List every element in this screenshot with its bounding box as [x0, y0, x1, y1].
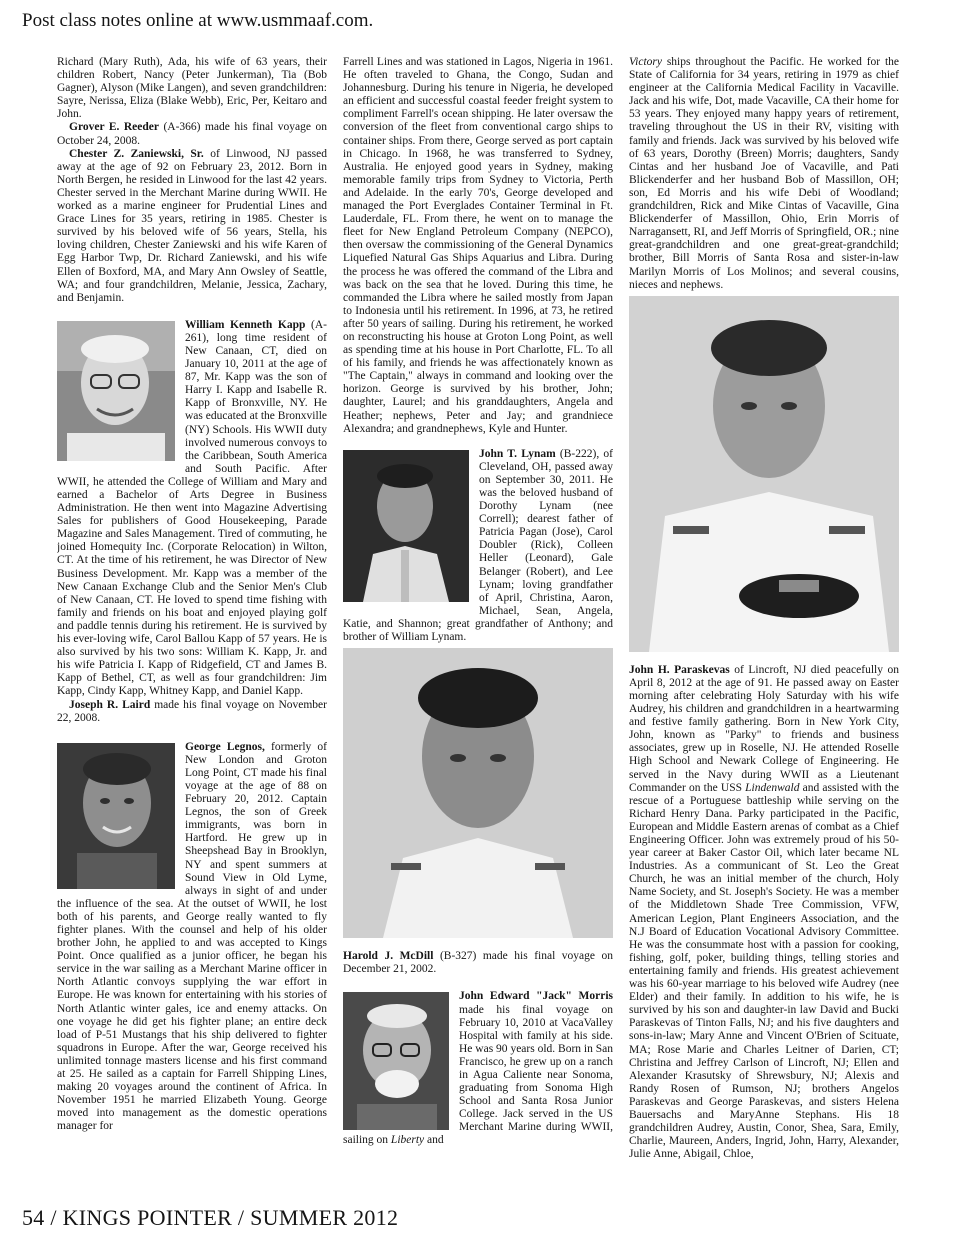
page-footer: 54 / KINGS POINTER / SUMMER 2012 [22, 1205, 399, 1230]
obituary-name: John T. Lynam [479, 447, 556, 460]
obituary-name: Chester Z. Zaniewski, Sr. [69, 147, 204, 160]
obituary-name: William Kenneth Kapp [185, 318, 306, 331]
obituary-text: and [424, 1134, 444, 1147]
page-header: Post class notes online at www.usmmaaf.com. [22, 10, 374, 31]
obituary-text: formerly of New London and Groton Long Point, CT made his final voyage at the age of 88 on February 20, 2012. Captain Legnos, the son of Greek immigrants, was born in Hartford. He grew up in Sheepshead Bay in Brooklyn, NY and spent summers at Sound View in Old Lyme, always in sight of and under the influence of the sea. At the outset of WWII, he lost both of his parents, and George really wanted to fly fighter planes. With the counsel and help of his older brother John, he applied to and was accepted to Kings Point. Once qualified as a junior officer, he began his service in the war sailing as a Merchant Marine officer in North Atlantic convoys supplying the war effort in Europe. He was known for entertaining with his stories of North Atlantic winter gales, ice and enemy attacks. On one voyage he did get his fighter plane; an entire deck load of P-51 Mustangs that his ship delivered to fighter squadrons in Europe. After the war, George received his unlimited tonnage masters license and his first command at 25. He sailed as a captain for Farrell Shipping Lines, making 20 voyages around the continent of Africa. In November 1951 he married Elizabeth Young. George moved into management as the domestic operations manager for [57, 740, 327, 1133]
portrait-photo-morris [343, 992, 449, 1130]
obituary-zaniewski [57, 148, 327, 305]
obituary-paraskevas [629, 664, 899, 1162]
obituary-text: made his final voyage on February 10, 2010 at VacaValley Hospital with family at his side. He was 90 years old. Born in San Francisco, he grew up on a ranch in Agua Caliente near Sonoma, graduating from Sonoma High School and Santa Rosa Junior College. Jack served in the US Merchant Marine during WWII, sailing on [343, 1003, 613, 1147]
obituary-text: of Linwood, NJ passed away at the age of 92 on February 23, 2012. Born in North Bergen, he resided in Linwood for the last 42 years. Chester served in the Merchant Marine during WWII. He worked as a marine engineer for Prudential Lines and Grace Lines for 35 years, retiring in 1985. Chester is survived by his beloved wife of 56 years, Stella, his loving children, Chester Zaniewski and his wife Karen of Egg Harbor Twp, Dr. Richard Zaniewski, and his wife Ellen of Boxford, MA, and Mary Ann Owsley of Seattle, WA; and four grandchildren, Melanie, Jessica, Zachary, and Benjamin. [57, 147, 327, 304]
legnos-continued: Farrell Lines and was stationed in Lagos, Nigeria in 1961. He often traveled to Ghana, the Congo, Sudan and Johannesburg. During his tenure in Nigeria, he developed an efficient and successful coastal feeder freight system to compliment Farrell's ocean shipping. He later oversaw the conversion of the fleet from conventional cargo ships to container ships. From there, George served as port captain in Chicago. In 1968, he was transferred to Sydney, Australia. He enjoyed good years in Sydney, making memorable family trips from Sydney to Victoria, Perth and Adelaide. In the early 70's, George developed and managed the Port Everglades Container Terminal in Ft. Lauderdale, FL. From there, he went on to manage the fleet for New England Petroleum Company (NEPCO), then oversaw the commissioning of the General Dynamics Liquefied Natural Gas Ships Aquarius and Libra. During the process he was offered the command of the Libra and was back on the sea that he loved. During this time, he commanded the Libra where he sailed mostly from Japan to Indonesia until his retirement. In 1996, at 73, he retired after 50 years of sailing. During his retirement, he worked on reconstructing his house at Groton Long Point, as well as spending time at his house in Port Charlotte, FL. To all of his family, and friends he was affectionately known as "The Captain," always in command and looking over the horizon. George is survived by his brother, John; daughter, Laurel; and his granddaughters, Angela and Heather; nephews, Peter and Jay; and grandniece Alexandra; and grandnephews, Kyle and Hunter. [343, 56, 613, 435]
column-2 [343, 56, 613, 1181]
morris-continued [629, 56, 899, 292]
obituary-text: (A-366) made his final voyage on October 24, 2008. [57, 121, 327, 147]
obituary-name: Joseph R. Laird [69, 698, 151, 711]
column-1 [57, 56, 327, 1181]
zanevski-family-continued: Richard (Mary Ruth), Ada, his wife of 63 years, their children Robert, Nancy (Peter Junkerman), Tia (Bob Gagner), Alyson (Mike Langen), and seven grandchildren: Sayre, Nerissa, Eliza (Blake Webb), Eric, Per, Keitaro and John. [57, 56, 327, 121]
column-3 [629, 56, 899, 1181]
obituary-text: (B-222), of Cleveland, OH, passed away on September 30, 2011. He was the beloved husband of Dorothy Lynam (nee Correll); dearest father of Patricia Pagan (Jose), Carol Doubler (Rick), Colleen Heller (Leonard), Gale Belanger (Robert), and Lee Lynam; loving grandfather of April, Christina, Aaron, Michael, Sean, Angela, Katie, and Shannon; great grandfather of Anthony; and brother of William Lynam. [343, 447, 613, 644]
portrait-photo-legnos [57, 743, 175, 889]
ship-class-liberty: Liberty [390, 1134, 425, 1147]
obituary-name: Harold J. McDill [343, 950, 434, 963]
portrait-photo-kapp [57, 321, 175, 461]
obituary-text: (B-327) made his final voyage on December 21, 2002. [343, 950, 613, 976]
obituary-text: made his final voyage on November 22, 2008. [57, 698, 327, 724]
obituary-name: John Edward "Jack" Morris [459, 990, 613, 1003]
obituary-mcdill [343, 950, 613, 976]
portrait-photo-lynam [343, 450, 469, 602]
obituary-text: and assisted with the rescue of a Portuguese battleship while serving on the Richard Henry Dana. Parky participated in the Pacific, European and Middle Eastern arenas of combat as a Chief Engineering Officer. John was extremely proud of his 50-year career at Baker Castor Oil, which later became NL Industries. As a communicant of St. Leo the Great Church, he was an initial member of the church, Holy Name Society, and St. Joseph's Society. He was a member of the Middletown Shade Tree Commission, VFW, American Legion, Plant Engineers Association, and the N.J Board of Education Vocational Advisory Committee. He was the consummate host with a passion for cooking, fishing, golf, poker, building things, telling stories and entertaining family and friends. His greatest achievement was his 60-year marriage to his beloved wife Audrey (nee Elder) and their family. In addition to his wife, he is survived by his son and daughter-in law David and Bucki Paraskevas of Tinton Falls, NJ; and his five daughters and sons-in-law; Mary Anne and Vincent O'Brien of Scituate, MA; Rose Marie and Charles Leitner of Darien, CT; Christina and Jeffrey Carlson of Lincroft, NJ; Ellen and Alexander Krasutsky of Shrewsbury, NJ; Alexis and Randy Rosen of Rumson, NJ; brothers Angelos Paraskevas and George Paraskevas, and sisters Helena Bauersachs and MaryAnne Stephans. His 18 grandchildren Audrey, Austin, Conor, Shea, Sara, Emily, Charlie, Maureen, Anders, Ingrid, John, Harry, Alexander, Julie Anne, Abigail, Chloe, [629, 781, 899, 1161]
obituary-name: George Legnos, [185, 740, 265, 753]
ship-class-victory: Victory [629, 56, 662, 68]
obituary-laird [57, 699, 327, 725]
obituary-name: Grover E. Reeder [69, 121, 159, 134]
obituary-text: of Lincroft, NJ died peacefully on April 8, 2012 at the age of 91. He passed away on Easter morning after celebrating Holy Saturday with his wife Audrey, his children and grandchildren in a heartwarming and festive family gathering. Born in New York City, John, known as "Parky" to friends and business associates, grew up in Roselle, NJ. He attended Roselle High School and Newark College of Engineering. He served in the Navy during WWII as a Lieutenant Commander on the USS [629, 663, 899, 794]
obituary-text: (A-261), long time resident of New Canaan, CT, died on January 10, 2011 at the age of 87, Mr. Kapp was the son of Harry I. Kapp and Isabelle R. Kapp of Bronxville, NY. He was educated at the Bronxville (NY) Schools. His WWII duty involved numerous convoys to the Caribbean, South America and South Pacific. After WWII, he attended the College of William and Mary and earned a Bachelor of Arts Degree in Business Administration. He then went into Magazine Advertising Sales for publishers of Good Housekeeping, Parade Magazine and Sales Management. Tired of commuting, he joined Homequity Inc. (Corporate Relocation) in Wilton, CT. At the time of his retirement, he was Director of New Business Development. Mr. Kapp was a member of the New Canaan Exchange Club and the Senior Men's Club of New Canaan, CT. He loved to spend time fishing with family and friends on his boat and enjoyed playing golf and paddle tennis during his retirement. He is survived by his ever-loving wife, Carol Ballou Kapp of 57 years. He is also survived by his two sons: William K. Kapp, Jr. and his wife Patricia I. Kapp of Ridgefield, CT and James B. Kapp of Bethel, CT, as well as four grandchildren: Jim Kapp, Cindy Kapp, Whitney Kapp, and Daniel Kapp. [57, 318, 327, 698]
obituary-text: ships throughout the Pacific. He worked for the State of California for 34 years, retiring in 1979 as chief engineer at the California Medical Facility in Vacaville. Jack and his wife, Dot, made Vacaville, CA their home for 53 years. They enjoyed many happy years of retirement, traveling throughout the US in their RV, visiting with family and friends. Jack was survived by his beloved wife of 63 years, Dorothy (Breen) Morris; daughters, Sandy Cintas and her husband Joe of Vacaville, and Pati Blickenderfer and her husband Bob of Massillon, OH; son, Ed Morris and his wife Debi of Woodland; grandchildren, Rick and Mike Cintas of Vacaville, Gina Blickenderfer of Massillon, Ohio, Erin Morris of Narragansett, RI, and Jeff Morris of Springfield, OR.; nine great-grandchildren and one great-great-grandchild; brother, Bill Morris of Santa Rosa and sister-in-law Marilyn Morris of Los Molinos; and several cousins, nieces and nephews. [629, 56, 899, 291]
ship-name-lindenwald: Lindenwald [745, 781, 800, 794]
obituary-reeder [57, 121, 327, 147]
portrait-photo-paraskevas [629, 296, 899, 656]
obituary-name: John H. Paraskevas [629, 663, 730, 676]
portrait-photo-mcdill [343, 648, 613, 942]
